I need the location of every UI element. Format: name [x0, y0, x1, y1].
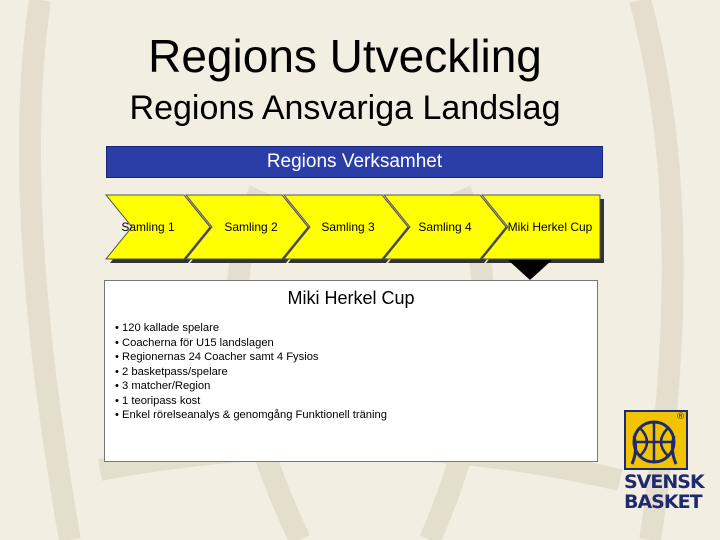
step-label: Samling 2 [224, 220, 278, 234]
callout-pointer [508, 260, 552, 280]
list-item: • 2 basketpass/spelare [115, 365, 387, 380]
step-label: Samling 3 [321, 220, 375, 234]
details-panel [104, 280, 598, 462]
step-label: Samling 4 [418, 220, 472, 234]
list-item: • 120 kallade spelare [115, 321, 387, 336]
registered-mark: ® [676, 412, 685, 422]
logo-line-2: BASKET [624, 491, 702, 513]
list-item: • 1 teoripass kost [115, 394, 387, 409]
page-title: Regions Utveckling [148, 30, 542, 82]
list-item: • Enkel rörelseanalys & genomgång Funktionell träning [115, 408, 387, 423]
bullet-list [115, 321, 387, 423]
page-subtitle: Regions Ansvariga Landslag [129, 89, 561, 127]
step-label: Samling 1 [121, 220, 175, 234]
panel-title: Miki Herkel Cup [287, 288, 415, 308]
section-banner: Regions Verksamhet [106, 146, 603, 178]
logo-line-1: SVENSK [624, 471, 704, 493]
svensk-basket-logo [624, 410, 704, 514]
list-item: • 3 matcher/Region [115, 379, 387, 394]
list-item: • Regionernas 24 Coacher samt 4 Fysios [115, 350, 387, 365]
step-label: Miki Herkel Cup [507, 220, 593, 234]
list-item: • Coacherna för U15 landslagen [115, 336, 387, 351]
